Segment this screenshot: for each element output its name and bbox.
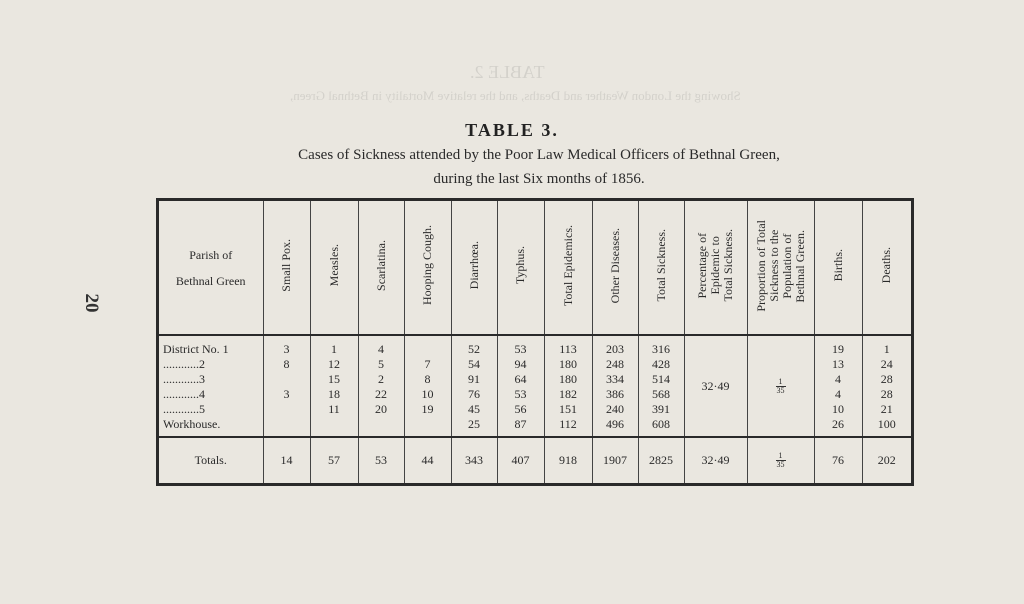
typhus-values: 53 94 64 53 56 87 [497,335,544,437]
totals-scarlatina: 53 [358,437,404,483]
other-diseases-values: 203 248 334 386 240 496 [592,335,638,437]
totals-typhus: 407 [497,437,544,483]
totals-row [159,437,911,483]
totals-other-diseases: 1907 [592,437,638,483]
percentage-value: 32·49 [684,335,747,437]
col-header-scarlatina: Scarlatina. [358,201,404,335]
page-number: 20 [81,293,102,313]
row-label: District No. 1 [163,342,229,356]
totals-diarrhoea: 343 [451,437,497,483]
totals-births: 76 [814,437,862,483]
total-sickness-values: 316 428 514 568 391 608 [638,335,684,437]
totals-total-epidemics: 918 [544,437,592,483]
col-header-total-sickness: Total Sickness. [638,201,684,335]
parish-header-line1: Parish of [189,247,233,262]
sickness-table [156,198,914,486]
col-header-measles: Measles. [310,201,358,335]
col-header-total-epidemics: Total Epidemics. [544,201,592,335]
bleed-through-text: Showing the London Weather and Deaths, and the relative Mortality in Bethnal Green, [290,88,741,103]
table-title: TABLE 3. [465,120,559,140]
row-label: ............5 [163,402,205,416]
district-rows [159,335,911,437]
row-label: ............3 [163,372,205,386]
births-values: 19 13 4 4 10 26 [814,335,862,437]
totals-label: Totals. [159,437,263,483]
col-header-diarrhoea: Diarrhœa. [451,201,497,335]
totals-percentage: 32·49 [684,437,747,483]
col-header-percentage: Percentage of Epidemic to Total Sickness. [684,201,747,335]
hooping-cough-values: 7 8 10 19 [404,335,451,437]
measles-values: 1 12 15 18 11 [310,335,358,437]
diarrhoea-values: 52 54 91 76 45 25 [451,335,497,437]
col-header-proportion: Proportion of Total Sickness to the Population of Bethnal Green. [747,201,814,335]
scarlatina-values: 4 5 2 22 20 [358,335,404,437]
totals-proportion-fraction: $\frac{1}{35}$ [776,451,785,469]
col-header-hooping-cough: Hooping Cough. [404,201,451,335]
totals-total-sickness: 2825 [638,437,684,483]
row-label: ............2 [163,357,205,371]
col-header-deaths: Deaths. [862,201,911,335]
proportion-fraction: $\frac{1}{35}$ [776,376,785,395]
row-label: Workhouse. [163,417,221,431]
header-row [159,201,911,335]
col-header-other-diseases: Other Diseases. [592,201,638,335]
totals-hooping-cough: 44 [404,437,451,483]
col-header-small-pox: Small Pox. [263,201,310,335]
parish-header-line2: Bethnal Green [175,273,246,288]
table-subtitle-line1: Cases of Sickness attended by the Poor Law Medical Officers of Bethnal Green, [298,147,780,163]
totals-measles: 57 [310,437,358,483]
col-header-births: Births. [814,201,862,335]
table-subtitle-line2: during the last Six months of 1856. [433,171,645,187]
row-label: ............4 [163,387,205,401]
deaths-values: 1 24 28 28 21 100 [862,335,911,437]
totals-deaths: 202 [862,437,911,483]
total-epidemics-values: 113 180 180 182 151 112 [544,335,592,437]
parish-header [159,201,263,335]
totals-proportion [747,437,814,483]
col-header-typhus: Typhus. [497,201,544,335]
small-pox-values: 3 8 3 [263,335,310,437]
proportion-value [747,335,814,437]
bleed-through-text: TABLE 2. [470,62,545,82]
row-labels [159,335,263,437]
totals-small-pox: 14 [263,437,310,483]
